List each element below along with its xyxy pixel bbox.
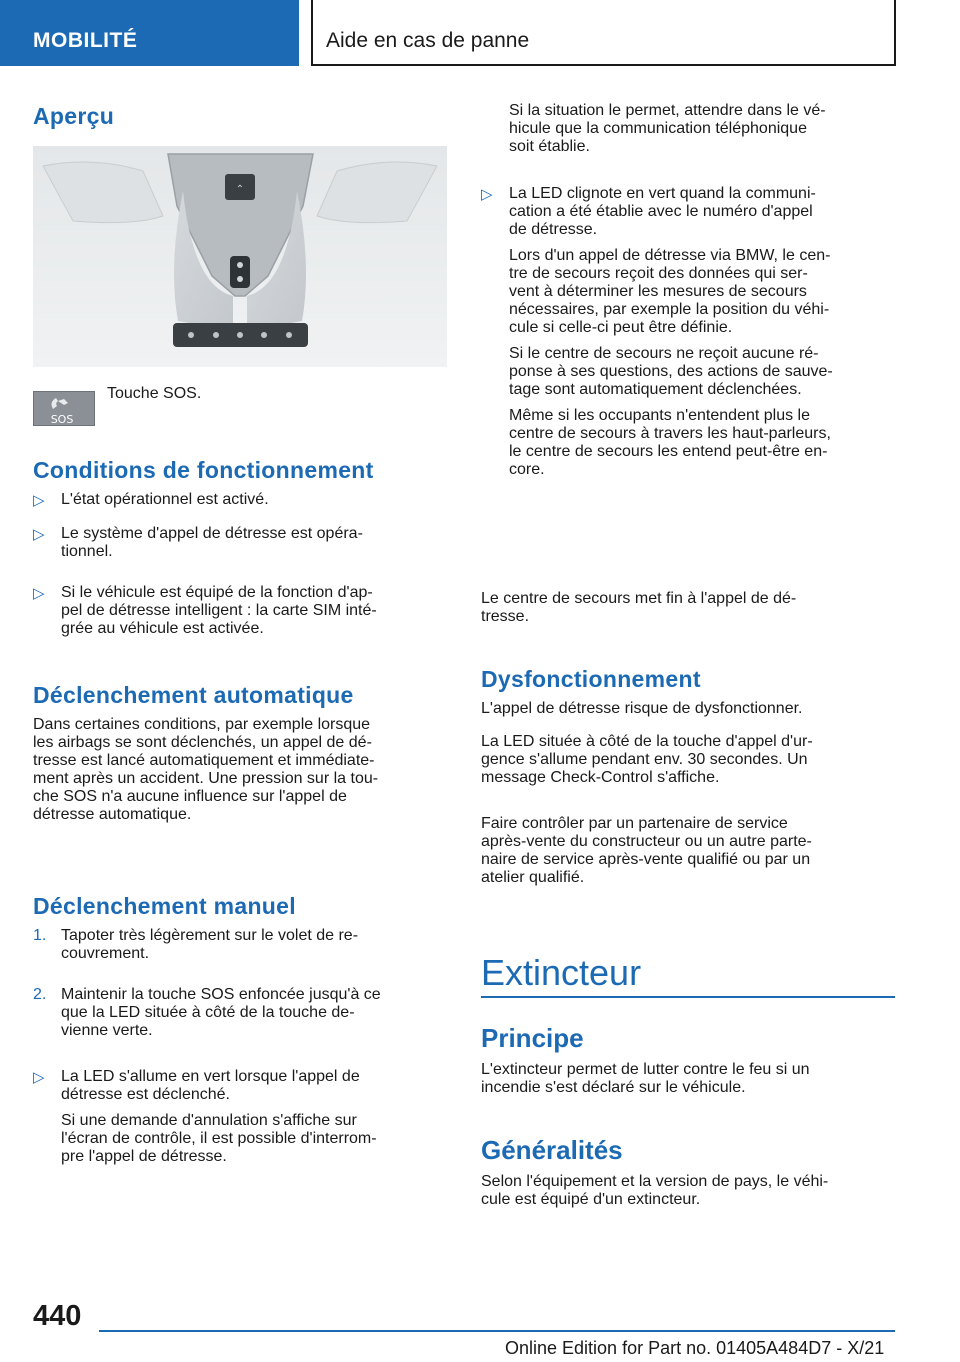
list-item: 2. Maintenir la touche SOS enfoncée jusqu'à ce que la LED située à côté de la touche de- vienne verte. xyxy=(33,986,381,1039)
dysf-paragraph-2: La LED située à côté de la touche d'appel d'ur- gence s'allume pendant env. 30 secondes. Un message Check-Control s'affiche. xyxy=(481,733,813,786)
heading-auto: Déclenchement automatique xyxy=(33,682,354,708)
footer-rule xyxy=(99,1330,895,1332)
overhead-console-illustration xyxy=(33,146,447,367)
step-number: 2. xyxy=(33,986,47,1003)
dysf-paragraph-3: Faire contrôler par un partenaire de service après-vente du constructeur ou un autre parte- naire de service après-vente qualifié ou par un atelier qualifié. xyxy=(481,815,812,886)
list-item: ▷ Le système d'appel de détresse est opéra- tionnel. xyxy=(33,525,363,560)
generalites-paragraph: Selon l'équipement et la version de pays, le véhi- cule est équipé d'un extincteur. xyxy=(481,1173,829,1208)
heading-conditions: Conditions de fonctionnement xyxy=(33,457,374,483)
heading-apercu: Aperçu xyxy=(33,103,115,129)
triangle-bullet-icon: ▷ xyxy=(33,1069,45,1086)
edition-note: Online Edition for Part no. 01405A484D7 - X/21 xyxy=(505,1338,885,1358)
continuation-note: Si la situation le permet, attendre dans le vé- hicule que la communication téléphonique soit établie. xyxy=(509,102,826,155)
page-number: 440 xyxy=(33,1300,82,1332)
heading-rule xyxy=(481,996,895,998)
triangle-bullet-icon: ▷ xyxy=(33,492,45,509)
heading-dysfonctionnement: Dysfonctionnement xyxy=(481,666,701,692)
principe-paragraph: L'extincteur permet de lutter contre le feu si un incendie s'est déclaré sur le véhicule. xyxy=(481,1061,810,1096)
list-item: ▷ La LED s'allume en vert lorsque l'appel de détresse est déclenché. Si une demande d'annulation s'affiche sur l'écran de contrôle, il est possible d'interrom- pre l'appel de détresse. xyxy=(33,1068,377,1165)
sos-button-icon xyxy=(33,391,95,426)
svg-text:SOS: SOS xyxy=(50,413,74,426)
triangle-bullet-icon: ▷ xyxy=(481,186,493,203)
chapter-label: Aide en cas de panne xyxy=(326,29,530,52)
chapter-box xyxy=(311,0,896,66)
list-item: ▷ Si le véhicule est équipé de la fonction d'ap- pel de détresse intelligent : la carte SIM inté- grée au véhicule est activée. xyxy=(33,584,377,637)
list-item: ▷ L'état opérationnel est activé. xyxy=(33,491,269,509)
step-number: 1. xyxy=(33,927,47,944)
end-call-paragraph: Le centre de secours met fin à l'appel de dé- tresse. xyxy=(481,590,797,625)
dysf-paragraph-1: L'appel de détresse risque de dysfonctionner. xyxy=(481,700,803,717)
overhead-console-photo xyxy=(33,146,447,367)
triangle-bullet-icon: ▷ xyxy=(33,585,45,602)
heading-extincteur: Extincteur xyxy=(481,952,642,993)
auto-paragraph: Dans certaines conditions, par exemple lorsque les airbags se sont déclenchés, un appel de dé- tresse est lancé automatiquement et immédiate- ment après un accident. Une pression sur la tou- che SOS n'a aucune influence sur l'appel de détresse automatique. xyxy=(33,716,379,823)
heading-generalites: Généralités xyxy=(481,1135,623,1165)
heading-manual: Déclenchement manuel xyxy=(33,893,296,919)
heading-principe: Principe xyxy=(481,1023,584,1053)
triangle-bullet-icon: ▷ xyxy=(33,526,45,543)
section-label: MOBILITÉ xyxy=(33,29,138,52)
sos-caption: Touche SOS. xyxy=(107,385,202,402)
svg-text:⌃: ⌃ xyxy=(235,184,245,195)
list-item: ▷ La LED clignote en vert quand la communi- cation a été établie avec le numéro d'appel de détresse. Lors d'un appel de détresse via BMW, le cen- tre de secours reçoit des données qui ser- vent à déterminer les mesures de secours nécessaires, par exemple la position du véhi- cule si celle-ci peut être définie. Si le centre de secours ne reçoit aucune ré- ponse à ses questions, des actions de sauve- tage sont automatiquement déclenchées. Même si les occupants n'entendent plus le centre de secours à travers les haut-parleurs, le centre de secours les entend peut-être en- core. xyxy=(481,185,833,478)
list-item: 1. Tapoter très légèrement sur le volet de re- couvrement. xyxy=(33,927,359,962)
section-tab xyxy=(0,0,299,66)
